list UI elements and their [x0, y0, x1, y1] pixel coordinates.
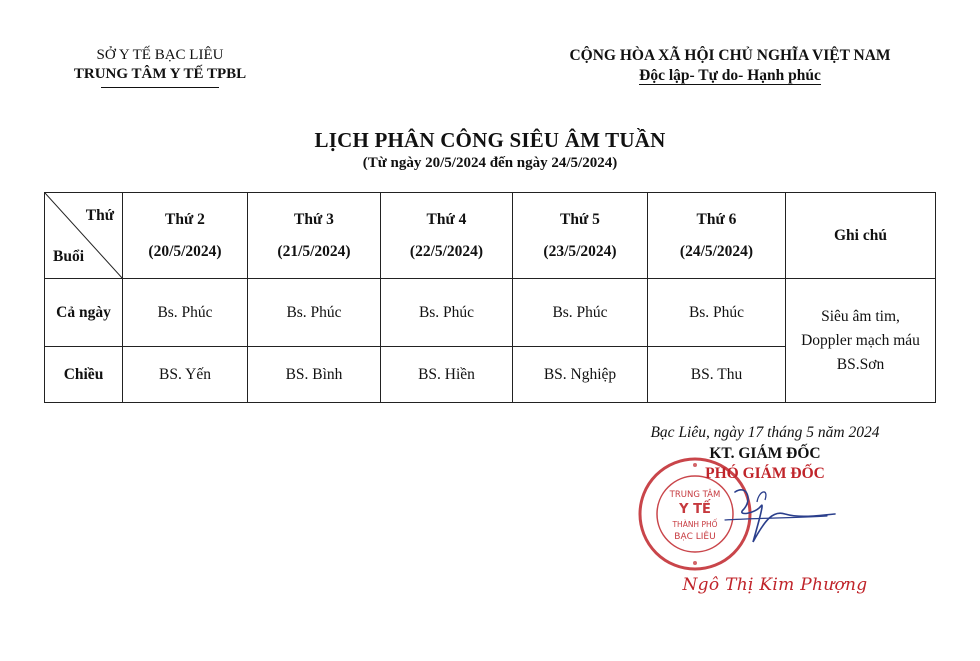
document-subtitle: (Từ ngày 20/5/2024 đến ngày 24/5/2024) [362, 155, 618, 171]
day-date: (20/5/2024) [148, 242, 222, 260]
day-name: Thứ 4 [426, 210, 467, 228]
day-name: Thứ 2 [165, 210, 205, 228]
sign-on-behalf: KT. GIÁM ĐỐC [709, 445, 821, 462]
seal-text: TRUNG TÂM [669, 490, 721, 500]
corner-cell [45, 193, 123, 279]
assignment-cell: BS. Nghiệp [513, 347, 648, 403]
day-date: (21/5/2024) [277, 242, 351, 260]
country-name: CỘNG HÒA XÃ HỘI CHỦ NGHĨA VIỆT NAM [569, 47, 891, 64]
note-line: Doppler mạch máu [801, 331, 920, 349]
document-title: LỊCH PHÂN CÔNG SIÊU ÂM TUẦN [314, 128, 666, 152]
day-header-tue [248, 193, 381, 279]
parent-agency: SỞ Y TẾ BẠC LIÊU [96, 47, 224, 63]
day-date: (22/5/2024) [409, 242, 484, 260]
table-row [45, 279, 936, 347]
day-name: Thứ 5 [560, 210, 600, 228]
day-name: Thứ 6 [696, 210, 737, 228]
handwritten-signature-icon [695, 480, 845, 550]
note-cell [786, 279, 936, 403]
note-doctor: BS.Sơn [836, 355, 885, 373]
assignment-cell: Bs. Phúc [123, 279, 248, 347]
assignment-cell: Bs. Phúc [381, 279, 513, 347]
day-header-fri [648, 193, 786, 279]
place-and-date: Bạc Liêu, ngày 17 tháng 5 năm 2024 [650, 424, 880, 441]
day-header-wed [381, 193, 513, 279]
assignment-cell: Bs. Phúc [248, 279, 381, 347]
assignment-cell: Bs. Phúc [648, 279, 786, 347]
seal-text: Y TẾ [679, 502, 711, 517]
assignment-cell: BS. Thu [648, 347, 786, 403]
day-date: (23/5/2024) [543, 242, 617, 260]
seal-text: THÀNH PHỐ [672, 520, 718, 529]
assignment-cell: Bs. Phúc [513, 279, 648, 347]
day-header-mon [123, 193, 248, 279]
note-line: Siêu âm tim, [821, 307, 900, 325]
assignment-cell: BS. Yến [123, 347, 248, 403]
agency-underline [101, 87, 219, 88]
assignment-cell: BS. Hiền [381, 347, 513, 403]
day-header-thu [513, 193, 648, 279]
national-motto: Độc lập- Tự do- Hạnh phúc [639, 67, 821, 84]
session-label-afternoon: Chiều [45, 347, 123, 403]
corner-day-label: Thứ [85, 207, 114, 224]
seal-text: BẠC LIÊU [674, 532, 716, 542]
agency-name: TRUNG TÂM Y TẾ TPBL [73, 66, 247, 82]
assignment-cell: BS. Bình [248, 347, 381, 403]
schedule-table [44, 192, 936, 403]
day-name: Thứ 3 [294, 210, 334, 228]
national-header [520, 46, 940, 86]
corner-session-label: Buổi [53, 248, 85, 265]
day-date: (24/5/2024) [679, 242, 754, 260]
table-header-row [45, 193, 936, 279]
corner-diagonal [45, 193, 123, 279]
agency-header [40, 46, 280, 88]
signature-title [620, 444, 910, 484]
session-label-fullday: Cả ngày [45, 279, 123, 347]
note-header: Ghi chú [786, 193, 936, 279]
signer-name: Ngô Thị Kim Phượng [682, 575, 868, 595]
sign-position: PHÓ GIÁM ĐỐC [705, 465, 825, 482]
